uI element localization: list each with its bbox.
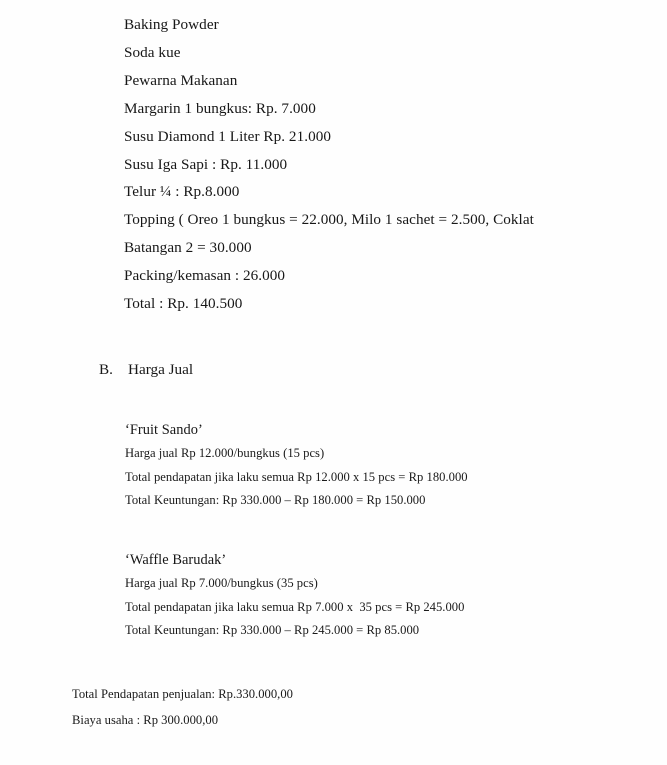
- cost-line: Packing/kemasan : 26.000: [124, 267, 286, 285]
- section-title: Harga Jual: [128, 361, 194, 378]
- cost-line: Susu Iga Sapi : Rp. 11.000: [124, 155, 288, 173]
- section-list-marker: B.: [99, 361, 113, 378]
- summary-line-biaya-usaha: Biaya usaha : Rp 300.000,00: [72, 712, 219, 727]
- cost-line: Telur ¼ : Rp.8.000: [124, 183, 240, 201]
- cost-line: Topping ( Oreo 1 bungkus = 22.000, Milo 1 sachet = 2.500, Coklat: [124, 211, 534, 229]
- cost-line: Baking Powder: [124, 16, 219, 33]
- cost-line: Pewarna Makanan: [124, 71, 238, 89]
- product-block-fruit-sando: [125, 418, 595, 513]
- cost-line: Soda kue: [124, 43, 181, 61]
- product-block-waffle-barudak: [125, 548, 595, 643]
- cost-line: Batangan 2 = 30.000: [124, 239, 252, 257]
- product-detail-profit: Total Keuntungan: Rp 330.000 – Rp 245.000 = Rp 85.000: [125, 623, 420, 637]
- product-detail-revenue: Total pendapatan jika laku semua Rp 12.000 x 15 pcs = Rp 180.000: [125, 469, 468, 484]
- product-name: ‘Waffle Barudak’: [125, 552, 227, 568]
- cost-list: [124, 11, 584, 318]
- product-detail-profit: Total Keuntungan: Rp 330.000 – Rp 180.000 = Rp 150.000: [125, 493, 426, 507]
- cost-line-total: Total : Rp. 140.500: [124, 295, 243, 313]
- summary-block: [72, 682, 552, 733]
- section-heading-harga-jual: [99, 360, 193, 380]
- product-detail-price: Harga jual Rp 12.000/bungkus (15 pcs): [125, 446, 325, 460]
- summary-line-total-pendapatan: Total Pendapatan penjualan: Rp.330.000,00: [72, 687, 293, 701]
- product-name: ‘Fruit Sando’: [125, 422, 203, 438]
- cost-line: Susu Diamond 1 Liter Rp. 21.000: [124, 127, 331, 145]
- product-detail-price: Harga jual Rp 7.000/bungkus (35 pcs): [125, 576, 318, 590]
- product-detail-revenue: Total pendapatan jika laku semua Rp 7.000 x 35 pcs = Rp 245.000: [125, 599, 465, 614]
- cost-line: Margarin 1 bungkus: Rp. 7.000: [124, 99, 316, 117]
